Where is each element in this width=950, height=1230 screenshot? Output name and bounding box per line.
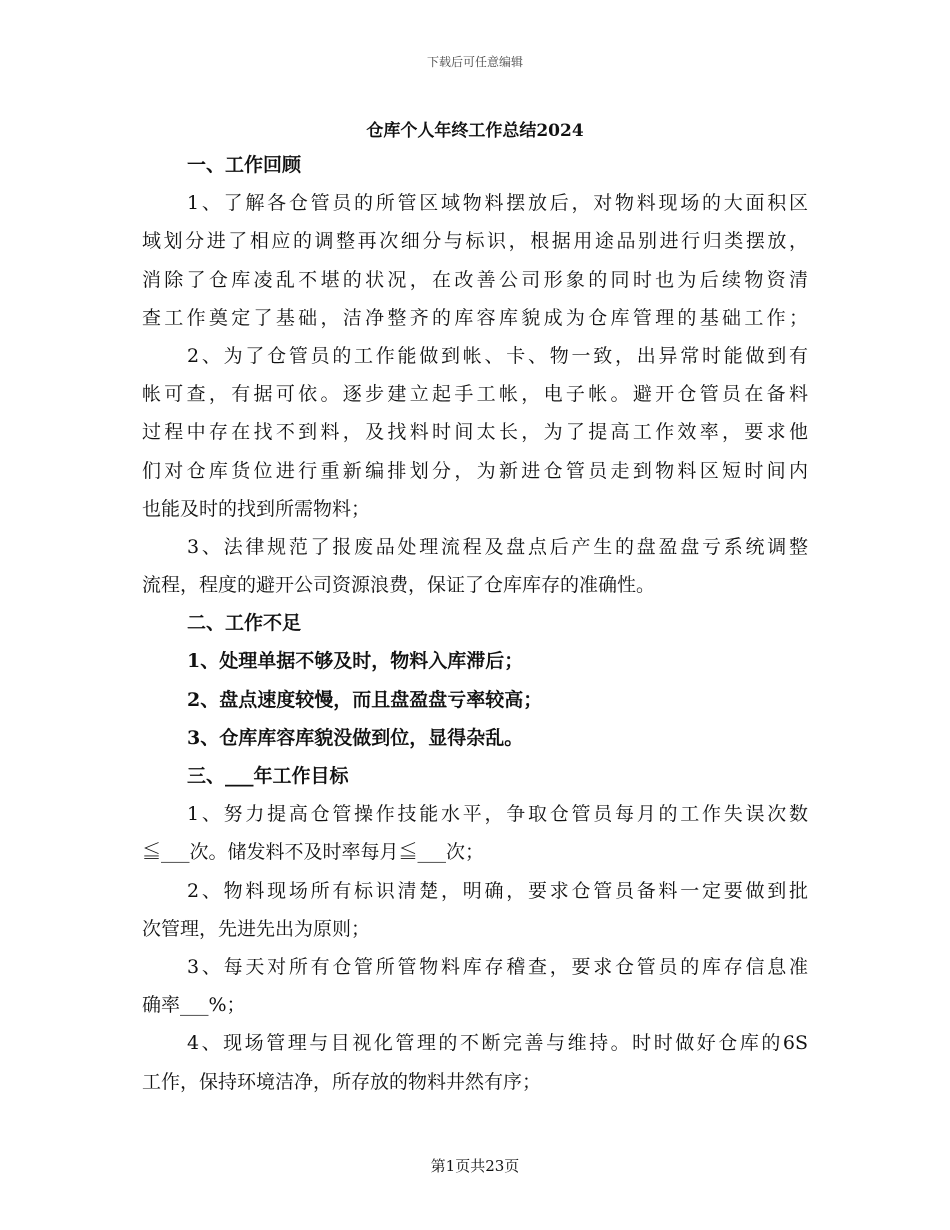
list-item: 3、仓库库容库貌没做到位，显得杂乱。 [187,726,524,749]
list-item: 2、盘点速度较慢，而且盘盈盘亏率较高； [187,688,543,711]
paragraph-line: 次管理，先进先出为原则； [142,917,371,940]
paragraph-line: 2、物料现场所有标识清楚，明确，要求仓管员备料一定要做到批 [187,879,808,902]
paragraph-line: 工作，保持环境洁净，所存放的物料井然有序； [142,1070,542,1093]
paragraph-line: 流程，程度的避开公司资源浪费，保证了仓库库存的准确性。 [142,574,656,597]
paragraph-line: 过程中存在找不到料，及找料时间太长，为了提高工作效率，要求他 [142,421,808,444]
section-heading: 三、___年工作目标 [187,765,349,787]
section-heading: 二、工作不足 [187,612,302,635]
document-title: 仓库个人年终工作总结2024 [366,121,584,141]
page-number: 第1页共23页 [430,1157,520,1175]
paragraph-line: 1、努力提高仓管操作技能水平，争取仓管员每月的工作失误次数 [187,803,808,826]
paragraph-line: 1、了解各仓管员的所管区域物料摆放后，对物料现场的大面积区 [187,192,808,215]
page-header-note: 下载后可任意编辑 [426,55,523,69]
paragraph-line: 2、为了仓管员的工作能做到帐、卡、物一致，出异常时能做到有 [187,344,808,367]
paragraph-line: 确率___%； [142,994,246,1017]
paragraph-line: 3、法律规范了报废品处理流程及盘点后产生的盘盈盘亏系统调整 [187,535,808,558]
paragraph-line: 消除了仓库凌乱不堪的状况，在改善公司形象的同时也为后续物资清 [142,268,808,291]
section-heading: 一、工作回顾 [187,154,302,176]
paragraph-line: 也能及时的找到所需物料； [142,497,371,520]
paragraph-line: 3、每天对所有仓管所管物料库存稽查，要求仓管员的库存信息准 [187,955,808,978]
paragraph-line: 域划分进了相应的调整再次细分与标识，根据用途品别进行归类摆放， [142,230,808,253]
paragraph-line: 查工作奠定了基础，洁净整齐的库容库貌成为仓库管理的基础工作； [142,306,808,329]
paragraph-line: 4、现场管理与目视化管理的不断完善与维持。时时做好仓库的6S [187,1032,808,1055]
paragraph-line: ≦___次。储发料不及时率每月≦___次； [142,841,485,864]
paragraph-line: 们对仓库货位进行重新编排划分，为新进仓管员走到物料区短时间内 [142,459,808,482]
paragraph-line: 帐可查，有据可依。逐步建立起手工帐，电子帐。避开仓管员在备料 [142,383,808,406]
list-item: 1、处理单据不够及时，物料入库滞后； [187,650,524,673]
document-body [142,146,808,1101]
